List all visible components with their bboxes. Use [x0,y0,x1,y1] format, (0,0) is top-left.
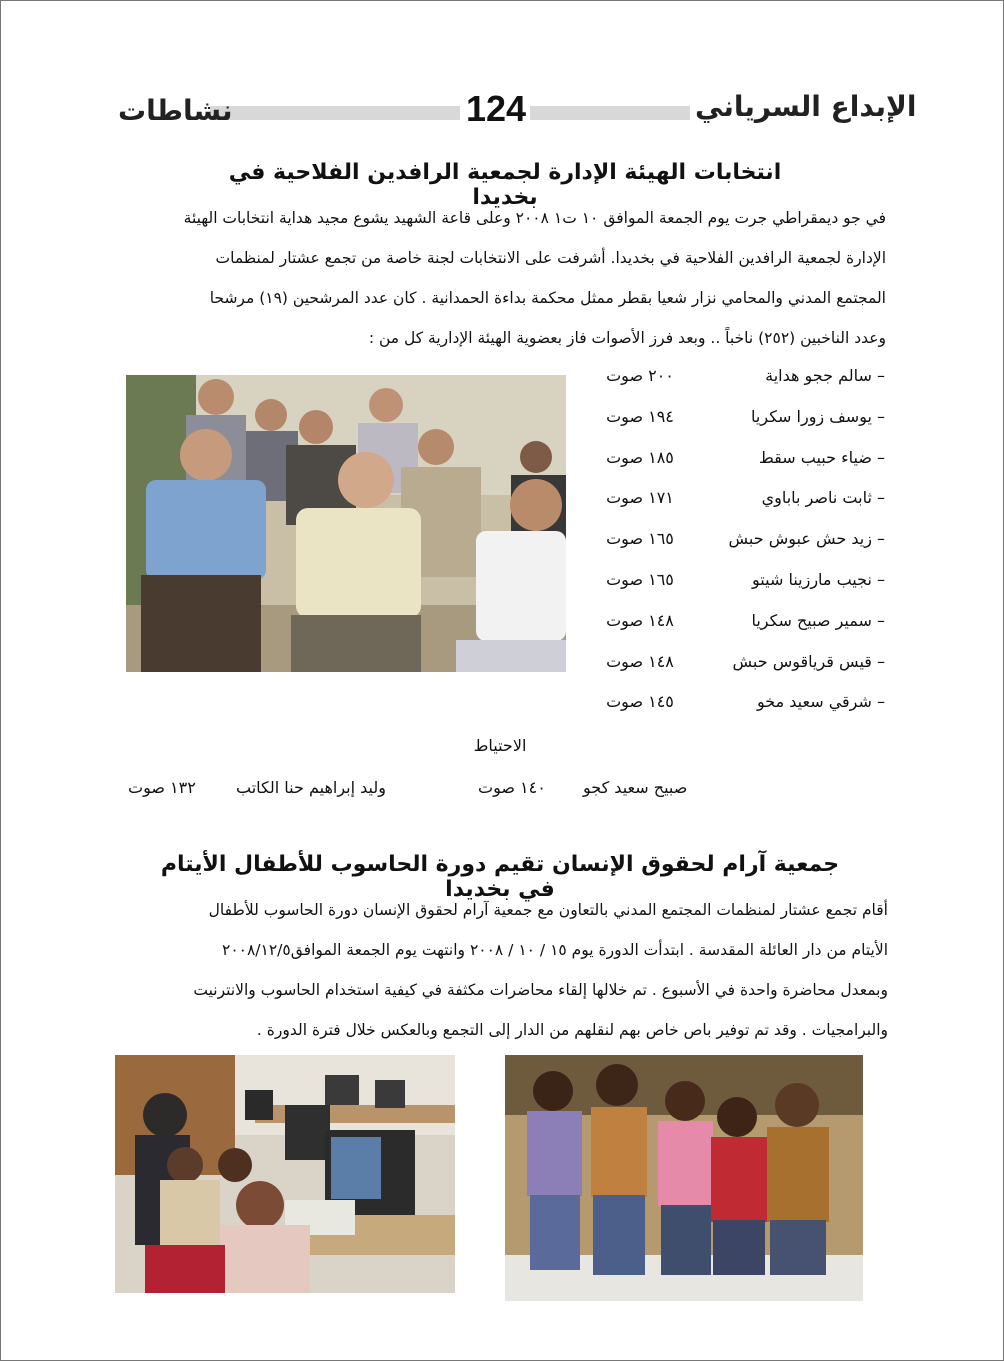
candidate-name: – سمير صبيح سكريا [751,610,885,630]
candidate-name: – ضياء حبيب سقط [758,447,885,467]
candidate-votes: ١٦٥ صوت [606,529,674,549]
candidate-row [575,692,885,733]
article2-line: أقام تجمع عشتار لمنظمات المجتمع المدني بالتعاون مع جمعية آرام لحقوق الإنسان دورة الحاسوب للأطفال [208,901,888,919]
candidate-votes: ١٨٥ صوت [606,447,674,467]
magazine-title: الإبداع السرياني [695,90,917,123]
candidate-row [575,448,885,489]
candidate-votes: ١٦٥ صوت [606,569,674,589]
candidate-name: – قيس قرياقوس حبش [732,651,885,671]
article1-line: المجتمع المدني والمحامي نزار شعيا بقطر ممثل محكمة بداءة الحمدانية . كان عدد المرشحين (١٩) مرشحا [209,289,886,307]
candidate-list [575,366,885,733]
article1-line: في جو ديمقراطي جرت يوم الجمعة الموافق ١٠ ت١ ٢٠٠٨ وعلى قاعة الشهيد يشوع مجيد هداية انتخابات الهيئة [183,209,886,227]
article1-title: انتخابات الهيئة الإدارة لجمعية الرافدين الفلاحية في بخديدا [228,160,782,210]
candidate-votes: ٢٠٠ صوت [606,366,674,385]
reserve-name: صبيح سعيد كجو [583,778,688,797]
candidate-name: – سالم ججو هداية [765,366,885,385]
header-rule-left [210,106,460,120]
candidate-row [575,366,885,407]
candidate-row [575,611,885,652]
candidate-votes: ١٧١ صوت [606,488,674,508]
photo-children [505,1055,863,1301]
section-title: نشاطات [118,94,233,127]
candidate-votes: ١٤٥ صوت [606,692,674,712]
article1-body [112,198,886,358]
candidate-row [575,488,885,529]
candidate-row [575,570,885,611]
candidate-name: – نجيب مارزينا شيتو [752,569,885,589]
reserve-heading: الاحتياط [473,736,527,755]
reserve-name: وليد إبراهيم حنا الكاتب [236,778,386,797]
reserve-votes: ١٤٠ صوت [478,778,546,797]
article2-line: الأيتام من دار العائلة المقدسة . ابتدأت الدورة يوم ١٥ / ١٠ / ٢٠٠٨ وانتهت يوم الجمعة الموافق٢٠٠٨/١٢/٥ [222,941,888,959]
photo-computer-lab [115,1055,455,1293]
candidate-name: – ثابت ناصر باباوي [761,488,885,508]
page-number: 124 [465,88,527,129]
candidate-row [575,652,885,693]
article2-line: والبرامجيات . وقد تم توفير باص خاص بهم لنقلهم من الدار إلى التجمع وبالعكس خلال فترة الدورة . [256,1021,888,1039]
article2-body [108,890,888,1050]
article1-line: الإدارة لجمعية الرافدين الفلاحية في بخديدا. أشرفت على الانتخابات لجنة خاصة من تجمع عشتار لمنظمات [215,249,886,267]
candidate-votes: ١٤٨ صوت [606,610,674,630]
candidate-row [575,407,885,448]
candidate-name: – زيد حش عبوش حبش [728,529,885,549]
candidate-row [575,529,885,570]
photo-election-group [126,375,566,672]
candidate-name: – شرقي سعيد مخو [757,692,885,712]
article2-title: جمعية آرام لحقوق الإنسان تقيم دورة الحاسوب للأطفال الأيتام في بخديدا [160,852,840,902]
candidate-votes: ١٩٤ صوت [606,406,674,426]
candidate-votes: ١٤٨ صوت [606,651,674,671]
article2-line: وبمعدل محاضرة واحدة في الأسبوع . تم خلالها إلقاء محاضرات مكثفة في كيفية استخدام الحاسوب والانترنيت [193,981,888,999]
article1-line: وعدد الناخبين (٢٥٢) ناخباً .. وبعد فرز الأصوات فاز بعضوية الهيئة الإدارية كل من : [368,329,886,347]
reserve-votes: ١٣٢ صوت [128,778,196,797]
candidate-name: – يوسف زورا سكريا [751,406,885,426]
header-rule-right [530,106,690,120]
